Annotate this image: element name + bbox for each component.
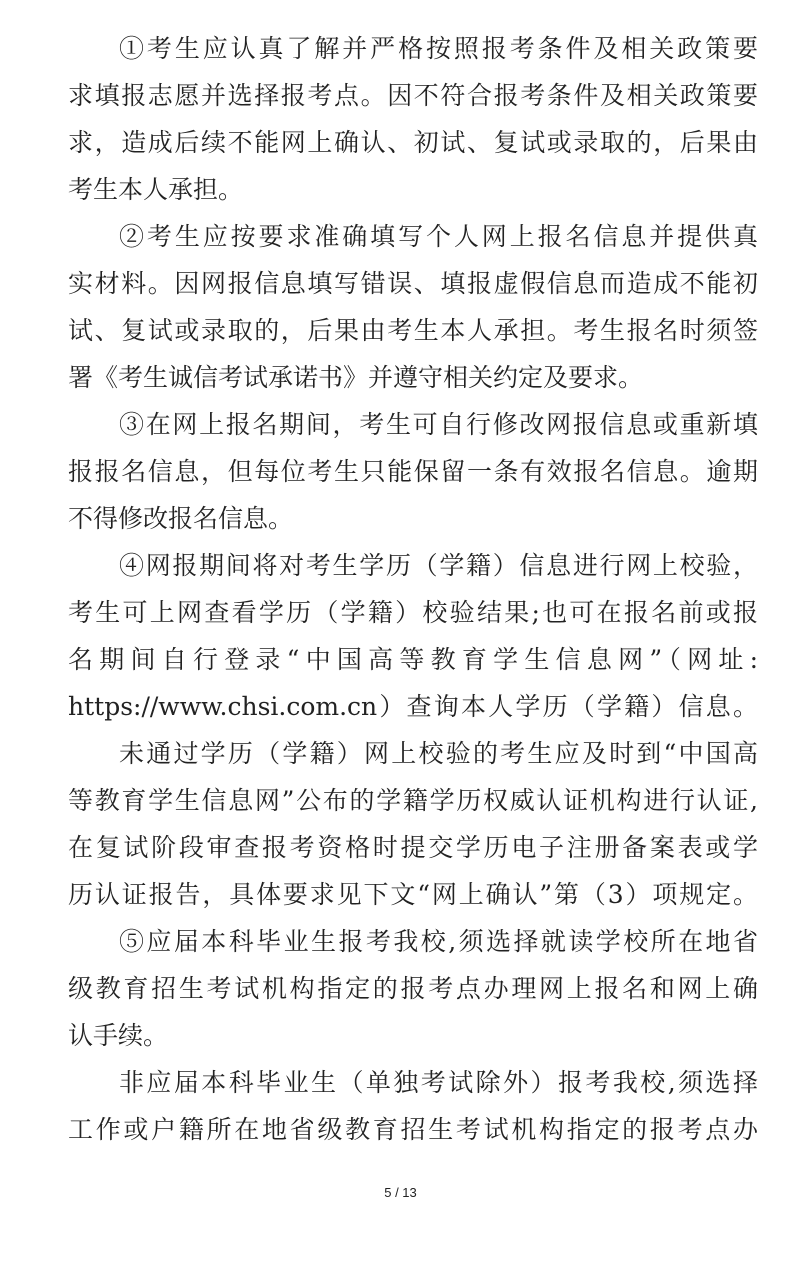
paragraph-7-line-2: 工作或户籍所在地省级教育招生考试机构指定的报考点办 <box>68 1115 758 1144</box>
paragraph-7-line-1: 非应届本科毕业生（单独考试除外）报考我校,须选择 <box>119 1068 758 1097</box>
paragraph-1-line-3: 求，造成后续不能网上确认、初试、复试或录取的，后果由 <box>68 128 758 157</box>
paragraph-4-line-2: 考生可上网查看学历（学籍）校验结果;也可在报名前或报 <box>68 598 758 627</box>
paragraph-5-line-3: 在复试阶段审查报考资格时提交学历电子注册备案表或学 <box>68 833 758 862</box>
page-number: 5 / 13 <box>384 1185 417 1200</box>
paragraph-1-line-2: 求填报志愿并选择报考点。因不符合报考条件及相关政策要 <box>68 81 758 110</box>
paragraph-3-line-1: ③在网上报名期间，考生可自行修改网报信息或重新填 <box>119 410 758 439</box>
paragraph-2-line-1: ②考生应按要求准确填写个人网上报名信息并提供真 <box>119 222 758 251</box>
paragraph-1-line-4: 考生本人承担。 <box>68 175 244 204</box>
paragraph-4-line-1: ④网报期间将对考生学历（学籍）信息进行网上校验， <box>119 551 758 580</box>
paragraph-6-line-1: ⑤应届本科毕业生报考我校,须选择就读学校所在地省 <box>119 927 758 956</box>
paragraph-1-line-1: ①考生应认真了解并严格按照报考条件及相关政策要 <box>119 34 758 63</box>
paragraph-2-line-3: 试、复试或录取的，后果由考生本人承担。考生报名时须签 <box>68 316 758 345</box>
paragraph-5-line-1: 未通过学历（学籍）网上校验的考生应及时到“中国高 <box>119 739 758 768</box>
paragraph-2-line-2: 实材料。因网报信息填写错误、填报虚假信息而造成不能初 <box>68 269 758 298</box>
paragraph-4-line-3: 名期间自行登录“中国高等教育学生信息网”（网址: <box>68 645 758 674</box>
paragraph-5-line-2: 等教育学生信息网”公布的学籍学历权威认证机构进行认证, <box>68 786 758 815</box>
paragraph-4-line-4: https://www.chsi.com.cn）查询本人学历（学籍）信息。 <box>68 692 758 721</box>
paragraph-2-line-4: 署《考生诚信考试承诺书》并遵守相关约定及要求。 <box>68 363 644 392</box>
paragraph-5-line-4: 历认证报告，具体要求见下文“网上确认”第（3）项规定。 <box>68 880 758 909</box>
paragraph-6-line-3: 认手续。 <box>68 1021 169 1050</box>
paragraph-6-line-2: 级教育招生考试机构指定的报考点办理网上报名和网上确 <box>68 974 758 1003</box>
paragraph-3-line-2: 报报名信息，但每位考生只能保留一条有效报名信息。逾期 <box>68 457 758 486</box>
paragraph-3-line-3: 不得修改报名信息。 <box>68 504 294 533</box>
